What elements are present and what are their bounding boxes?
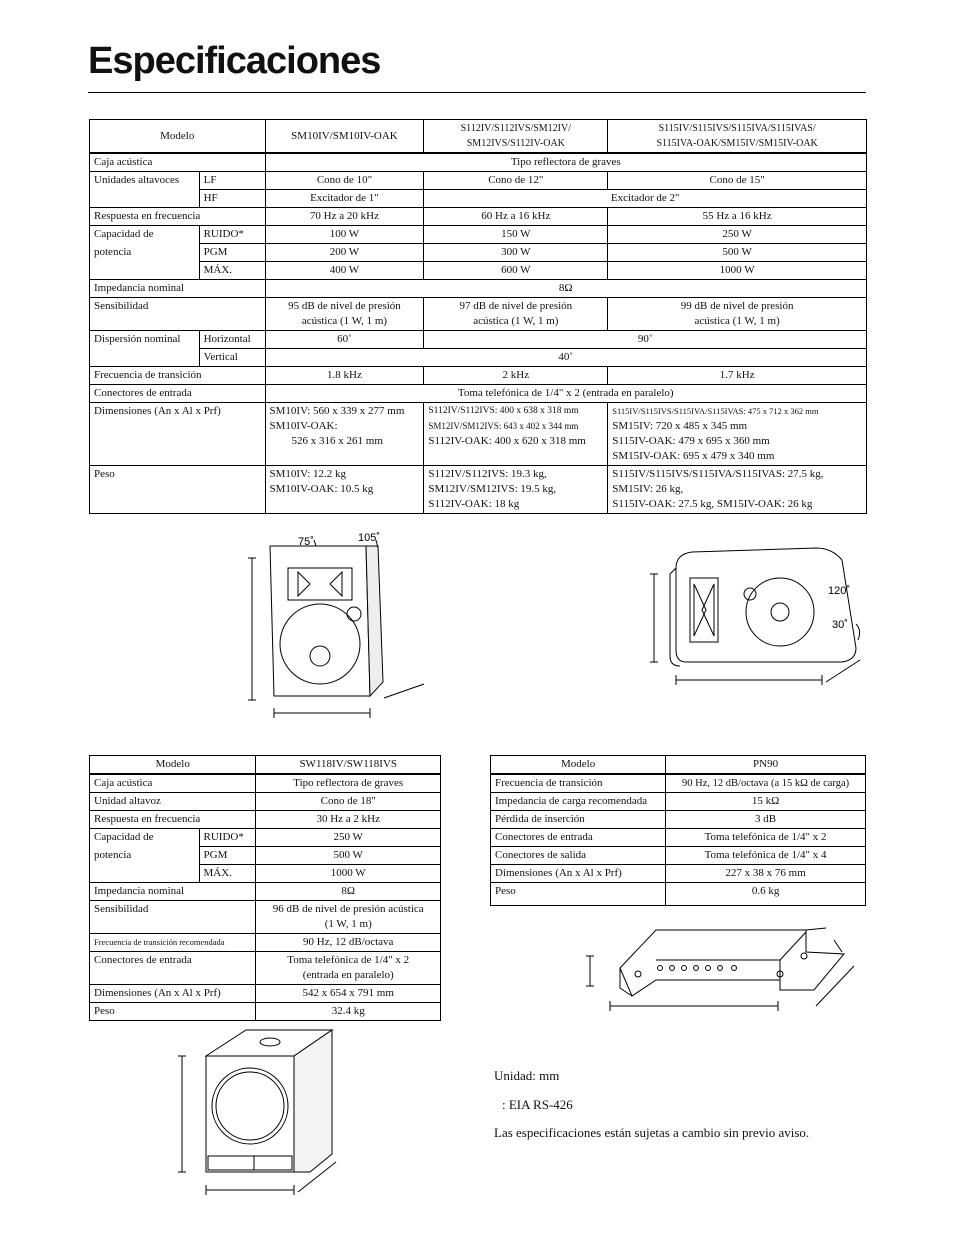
t2-dimensiones-label: Dimensiones (An x Al x Prf) bbox=[90, 985, 256, 1003]
t3-row bbox=[491, 829, 866, 847]
transicion-value-2: 2 kHz bbox=[424, 367, 608, 385]
t3-row bbox=[491, 847, 866, 865]
peso-value-1: SM10IV: 12.2 kg SM10IV-OAK: 10.5 kg bbox=[265, 466, 424, 514]
t3-row-value: 90 Hz, 12 dB/octava (a 15 kΩ de carga) bbox=[666, 774, 866, 793]
peso-value-3: S115IV/S115IVS/S115IVA/S115IVAS: 27.5 kg, SM15IV: 26 kg, S115IV-OAK: 27.5 kg, SM15IV-OAK: 26 kg bbox=[608, 466, 867, 514]
angle-105-label: 105˚ bbox=[358, 532, 381, 544]
t2-capacidad-label-2: potencia bbox=[90, 847, 200, 865]
unit-note: Unidad: mm bbox=[494, 1068, 560, 1083]
t2-pgm-value: 500 W bbox=[256, 847, 441, 865]
hf-label: HF bbox=[199, 190, 265, 208]
max-value-3: 1000 W bbox=[608, 262, 867, 280]
pgm-value-3: 500 W bbox=[608, 244, 867, 262]
t2-peso-label: Peso bbox=[90, 1003, 256, 1021]
t2-sensibilidad-label: Sensibilidad bbox=[90, 901, 256, 934]
t1-row-max bbox=[90, 262, 867, 280]
t1-row-ruido bbox=[90, 226, 867, 244]
t1-row-conectores bbox=[90, 385, 867, 403]
conectores-value: Toma telefónica de 1/4" x 2 (entrada en paralelo) bbox=[265, 385, 866, 403]
max-value-1: 400 W bbox=[265, 262, 424, 280]
t1-row-respuesta bbox=[90, 208, 867, 226]
ruido-value-2: 150 W bbox=[424, 226, 608, 244]
speaker-front-diagram bbox=[238, 528, 460, 738]
t2-row-value: Cono de 18" bbox=[256, 793, 441, 811]
t2-row-0 bbox=[90, 774, 441, 793]
t3-row-label: Impedancia de carga recomendada bbox=[491, 793, 666, 811]
pgm-value-2: 300 W bbox=[424, 244, 608, 262]
t2-row-1 bbox=[90, 793, 441, 811]
transicion-value-3: 1.7 kHz bbox=[608, 367, 867, 385]
t2-row-value: 30 Hz a 2 kHz bbox=[256, 811, 441, 829]
angle-75-label: 75˚ bbox=[298, 536, 314, 548]
t2-row-2 bbox=[90, 811, 441, 829]
t3-row-label: Pérdida de inserción bbox=[491, 811, 666, 829]
angle-30-label: 30˚ bbox=[832, 619, 848, 631]
t2-row-label: Caja acústica bbox=[90, 774, 256, 793]
angle-120-label: 120˚ bbox=[828, 585, 851, 597]
t2-conectores-value: Toma telefónica de 1/4" x 2 (entrada en paralelo) bbox=[256, 952, 441, 985]
t1-header-row bbox=[90, 120, 867, 154]
t2-sensibilidad-value: 96 dB de nivel de presión acústica (1 W, 1 m) bbox=[256, 901, 441, 934]
hf-value-2: Excitador de 2" bbox=[424, 190, 867, 208]
t1-row-dispersion-h bbox=[90, 331, 867, 349]
t2-model-label: Modelo bbox=[90, 756, 256, 775]
t1-row-peso bbox=[90, 466, 867, 514]
peso-label: Peso bbox=[90, 466, 266, 514]
t2-transicion-value: 90 Hz, 12 dB/octava bbox=[256, 934, 441, 952]
t2-model-value: SW118IV/SW118IVS bbox=[256, 756, 441, 775]
t2-conectores-label: Conectores de entrada bbox=[90, 952, 256, 985]
dimensiones-value-3: S115IV/S115IVS/S115IVA/S115IVAS: 475 x 712 x 362 mm SM15IV: 720 x 485 x 345 mm S115IV-OAK: 479 x 695 x 360 mm SM15IV-OAK: 695 x 479 x 340 mm bbox=[608, 403, 867, 466]
horizontal-value-2: 90˚ bbox=[424, 331, 867, 349]
t2-impedancia-label: Impedancia nominal bbox=[90, 883, 256, 901]
peso-value-2: S112IV/S112IVS: 19.3 kg, SM12IV/SM12IVS: 19.5 kg, S112IV-OAK: 18 kg bbox=[424, 466, 608, 514]
lf-value-2: Cono de 12" bbox=[424, 172, 608, 190]
t2-header-row bbox=[90, 756, 441, 775]
pgm-label: PGM bbox=[199, 244, 265, 262]
respuesta-value-2: 60 Hz a 16 kHz bbox=[424, 208, 608, 226]
impedancia-value: 8Ω bbox=[265, 280, 866, 298]
sensibilidad-value-1: 95 dB de nivel de presión acústica (1 W, 1 m) bbox=[265, 298, 424, 331]
sensibilidad-label: Sensibilidad bbox=[90, 298, 266, 331]
lf-value-3: Cono de 15" bbox=[608, 172, 867, 190]
t1-row-sensibilidad bbox=[90, 298, 867, 331]
monitor-wedge-diagram bbox=[646, 544, 870, 694]
transicion-value-1: 1.8 kHz bbox=[265, 367, 424, 385]
ruido-value-3: 250 W bbox=[608, 226, 867, 244]
t1-row-pgm bbox=[90, 244, 867, 262]
t2-row-max bbox=[90, 865, 441, 883]
t3-row-label: Frecuencia de transición bbox=[491, 774, 666, 793]
eia-note: : EIA RS-426 bbox=[502, 1097, 573, 1112]
dispersion-label: Dispersión nominal bbox=[90, 331, 200, 349]
caja-label: Caja acústica bbox=[90, 153, 266, 172]
t2-row-conectores bbox=[90, 952, 441, 985]
t3-row-value: 227 x 38 x 76 mm bbox=[666, 865, 866, 883]
model-col3: S115IV/S115IVS/S115IVA/S115IVAS/ S115IVA-OAK/SM15IV/SM15IV-OAK bbox=[608, 120, 867, 154]
t3-row-value: 15 kΩ bbox=[666, 793, 866, 811]
sensibilidad-value-3: 99 dB de nivel de presión acústica (1 W, 1 m) bbox=[608, 298, 867, 331]
ruido-label: RUIDO* bbox=[199, 226, 265, 244]
t2-row-impedancia bbox=[90, 883, 441, 901]
t1-row-dimensiones bbox=[90, 403, 867, 466]
t2-row-sensibilidad bbox=[90, 901, 441, 934]
t1-row-transicion bbox=[90, 367, 867, 385]
t2-max-value: 1000 W bbox=[256, 865, 441, 883]
t3-row-label: Dimensiones (An x Al x Prf) bbox=[491, 865, 666, 883]
t2-transicion-label: Frecuencia de transición recomendada bbox=[90, 934, 256, 952]
model-header-label: Modelo bbox=[90, 120, 266, 154]
t3-row-value: 3 dB bbox=[666, 811, 866, 829]
t2-row-value: Tipo reflectora de graves bbox=[256, 774, 441, 793]
t1-row-impedancia bbox=[90, 280, 867, 298]
t3-row-label: Peso bbox=[491, 883, 666, 906]
t2-capacidad-label-1: Capacidad de bbox=[90, 829, 200, 847]
conectores-label: Conectores de entrada bbox=[90, 385, 266, 403]
t2-pgm-label: PGM bbox=[199, 847, 256, 865]
t2-row-pgm bbox=[90, 847, 441, 865]
pgm-value-1: 200 W bbox=[265, 244, 424, 262]
hf-value-1: Excitador de 1" bbox=[265, 190, 424, 208]
t2-row-peso bbox=[90, 1003, 441, 1021]
t3-model-value: PN90 bbox=[666, 756, 866, 775]
page-title: Especificaciones bbox=[88, 40, 381, 82]
t1-row-caja bbox=[90, 153, 867, 172]
respuesta-value-3: 55 Hz a 16 kHz bbox=[608, 208, 867, 226]
disclaimer-note: Las especificaciones están sujetas a cambio sin previo aviso. bbox=[494, 1125, 810, 1140]
capacidad-label-2: potencia bbox=[90, 244, 200, 262]
t3-row bbox=[491, 811, 866, 829]
capacidad-label-1: Capacidad de bbox=[90, 226, 200, 244]
transicion-label: Frecuencia de transición bbox=[90, 367, 266, 385]
max-value-2: 600 W bbox=[424, 262, 608, 280]
t1-row-hf bbox=[90, 190, 867, 208]
horizontal-label: Horizontal bbox=[199, 331, 265, 349]
t3-row-label: Conectores de entrada bbox=[491, 829, 666, 847]
model-col2: S112IV/S112IVS/SM12IV/ SM12IVS/S112IV-OAK bbox=[424, 120, 608, 154]
max-label: MÁX. bbox=[199, 262, 265, 280]
horizontal-value-1: 60˚ bbox=[265, 331, 424, 349]
t2-row-ruido bbox=[90, 829, 441, 847]
ruido-value-1: 100 W bbox=[265, 226, 424, 244]
t2-row-dimensiones bbox=[90, 985, 441, 1003]
t2-ruido-label: RUIDO* bbox=[199, 829, 256, 847]
lf-label: LF bbox=[199, 172, 265, 190]
t2-max-label: MÁX. bbox=[199, 865, 256, 883]
t2-row-label: Unidad altavoz bbox=[90, 793, 256, 811]
t2-ruido-value: 250 W bbox=[256, 829, 441, 847]
t2-row-transicion bbox=[90, 934, 441, 952]
pn90-diagram bbox=[580, 922, 870, 1020]
t2-dimensiones-value: 542 x 654 x 791 mm bbox=[256, 985, 441, 1003]
t3-row-value: Toma telefónica de 1/4" x 2 bbox=[666, 829, 866, 847]
lf-value-1: Cono de 10" bbox=[265, 172, 424, 190]
impedancia-label: Impedancia nominal bbox=[90, 280, 266, 298]
t3-row bbox=[491, 793, 866, 811]
caja-value: Tipo reflectora de graves bbox=[265, 153, 866, 172]
pn90-specs-table bbox=[490, 755, 866, 906]
t3-row bbox=[491, 883, 866, 906]
t1-row-lf bbox=[90, 172, 867, 190]
title-rule bbox=[88, 92, 866, 93]
vertical-label: Vertical bbox=[199, 349, 265, 367]
dimensiones-value-1: SM10IV: 560 x 339 x 277 mm SM10IV-OAK: 526 x 316 x 261 mm bbox=[265, 403, 424, 466]
unidades-label: Unidades altavoces bbox=[90, 172, 200, 190]
respuesta-label: Respuesta en frecuencia bbox=[90, 208, 266, 226]
t3-row-value: Toma telefónica de 1/4" x 4 bbox=[666, 847, 866, 865]
t3-header-row bbox=[491, 756, 866, 775]
subwoofer-specs-table bbox=[89, 755, 441, 1021]
t3-row-value: 0.6 kg bbox=[666, 883, 866, 906]
sensibilidad-value-2: 97 dB de nivel de presión acústica (1 W, 1 m) bbox=[424, 298, 608, 331]
t3-row-label: Conectores de salida bbox=[491, 847, 666, 865]
model-col1: SM10IV/SM10IV-OAK bbox=[265, 120, 424, 154]
vertical-value: 40˚ bbox=[265, 349, 866, 367]
subwoofer-diagram bbox=[170, 1024, 370, 1204]
t2-row-label: Respuesta en frecuencia bbox=[90, 811, 256, 829]
respuesta-value-1: 70 Hz a 20 kHz bbox=[265, 208, 424, 226]
t1-row-dispersion-v bbox=[90, 349, 867, 367]
dimensiones-label: Dimensiones (An x Al x Prf) bbox=[90, 403, 266, 466]
t3-model-label: Modelo bbox=[491, 756, 666, 775]
t3-row bbox=[491, 774, 866, 793]
t2-peso-value: 32.4 kg bbox=[256, 1003, 441, 1021]
t2-impedancia-value: 8Ω bbox=[256, 883, 441, 901]
t3-row bbox=[491, 865, 866, 883]
main-specs-table bbox=[89, 119, 867, 514]
dimensiones-value-2: S112IV/S112IVS: 400 x 638 x 318 mm SM12IV/SM12IVS: 643 x 402 x 344 mm S112IV-OAK: 400 x 620 x 318 mm bbox=[424, 403, 608, 466]
